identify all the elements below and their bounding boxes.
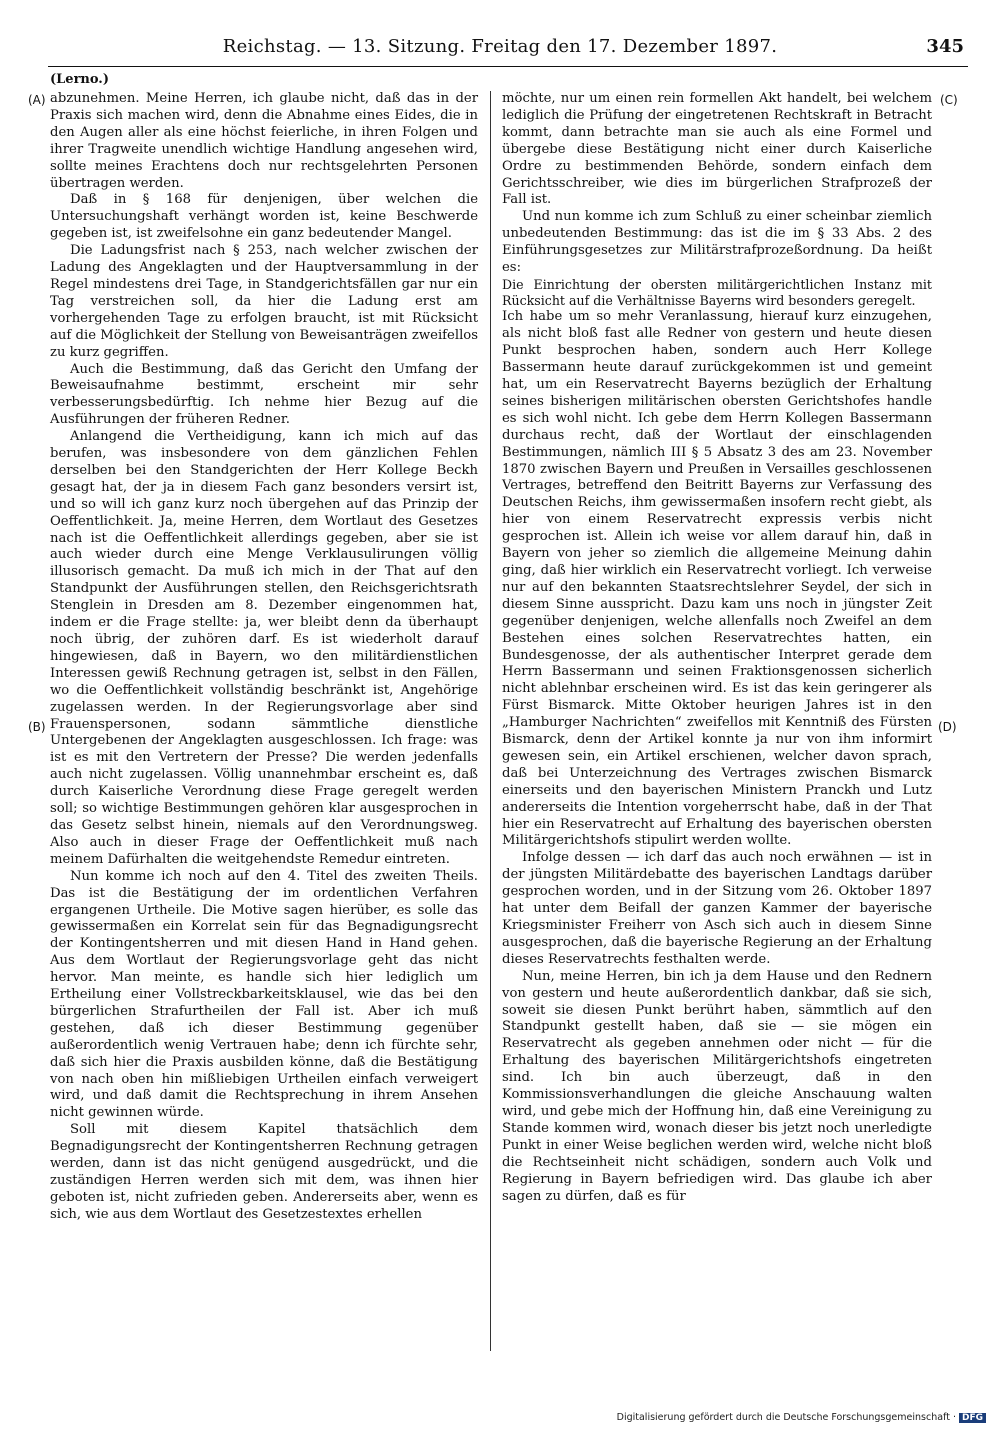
paragraph: Daß in § 168 für denjenigen, über welchen die Untersuchungshaft verhängt worden ist, keine Beschwerde gegeben ist, ist zweifelsohne ein ganz bedeutender Mangel. (50, 192, 478, 242)
paragraph: Und nun komme ich zum Schluß zu einer scheinbar ziemlich unbedeutenden Bestimmung: das ist die im § 33 Abs. 2 des Einführungsgesetzes zur Militärstrafprozeßordnung. Da heißt es: (502, 209, 932, 276)
speaker-name: (Lerno.) (50, 72, 109, 87)
block-quote: Die Einrichtung der obersten militärgerichtlichen Instanz mit Rücksicht auf die Verhältnisse Bayerns wird besonders geregelt. (502, 276, 932, 309)
margin-letter-d: (D) (938, 720, 957, 734)
paragraph: abzunehmen. Meine Herren, ich glaube nicht, daß das in der Praxis sich machen wird, denn die Abnahme eines Eides, die in den Augen aller als eine höchst feierliche, in ihren Folgen und ihrer Tragweite unendlich wichtige Handlung angesehen wird, sollte meines Erachtens doch nur rechtsgelehrten Personen übertragen werden. (50, 91, 478, 191)
paragraph: Auch die Bestimmung, daß das Gericht den Umfang der Beweisaufnahme bestimmt, erscheint mir sehr verbesserungsbedürftig. Ich nehme hier Bezug auf die Ausführungen der früheren Redner. (50, 361, 478, 428)
left-column (50, 91, 478, 1361)
margin-letter-a: (A) (28, 93, 46, 107)
column-divider (490, 91, 491, 1351)
credit-text: Digitalisierung gefördert durch die Deutsche Forschungsgemeinschaft · (616, 1412, 956, 1423)
page-header (0, 36, 1000, 66)
margin-letter-c: (C) (940, 93, 958, 107)
header-title: Reichstag. — 13. Sitzung. Freitag den 17. Dezember 1897. (222, 36, 778, 57)
right-column (502, 91, 932, 1361)
dfg-logo: DFG (959, 1413, 986, 1423)
paragraph: möchte, nur um einen rein formellen Akt handelt, bei welchem lediglich die Prüfung der eingetretenen Rechtskraft in Betracht kommt, dann betrachte man sie auch als eine Formel und übergebe diese Bestätigung nicht einer durch Kaiserliche Ordre zu bestimmenden Behörde, sondern einfach dem Gerichtsschreiber, wie dies im bürgerlichen Strafprozeß der Fall ist. (502, 91, 932, 208)
paragraph: Ich habe um so mehr Veranlassung, hierauf kurz einzugehen, als nicht bloß fast alle Redner von gestern und heute diesen Punkt besprochen haben, sondern auch Herr Kollege Bassermann heute darauf zurückgekommen ist und gemeint hat, um ein Reservatrecht Bayerns bezüglich der Erhaltung seines bisherigen militärischen obersten Gerichtshofes handle es sich wohl nicht. Ich gebe dem Herrn Kollegen Bassermann durchaus recht, daß der Wortlaut der einschlagenden Bestimmungen, nämlich III § 5 Absatz 3 des am 23. November 1870 zwischen Bayern und Preußen in Versailles geschlossenen Vertrages, betreffend den Beitritt Bayerns zur Verfassung des Deutschen Reichs, ihm gewissermaßen insofern recht giebt, als hier von einem Reservatrecht expressis verbis nicht gesprochen ist. Allein ich weise vor allem darauf hin, daß in Bayern von jeher so ziemlich die allgemeine Meinung dahin ging, daß hier wirklich ein Reservatrecht vorliegt. Ich verweise nur auf den bekannten Staatsrechtslehrer Seydel, der sich in diesem Sinne ausspricht. Dazu kam uns noch in jüngster Zeit gegenüber denjenigen, welche allenfalls noch Zweifel an dem Bestehen eines solchen Reservatrechtes hatten, ein Bundesgenosse, der als authentischer Interpret gerade dem Herrn Bassermann und seinen Fraktionsgenossen sicherlich nicht ablehnbar erscheinen wird. Es ist das kein geringerer als Fürst Bismarck. Mitte Oktober heurigen Jahres ist in den „Hamburger Nachrichten“ zweifellos mit Kenntniß des Fürsten Bismarck, denn der Artikel konnte ja nur von ihm informirt gewesen sein, ein Artikel erschienen, welcher davon sprach, daß bei Unterzeichnung des Vertrages zwischen Bismarck einerseits und den bayerischen Ministern Pranckh und Lutz andererseits die Intention vorgeherrscht habe, daß in der That hier ein Reservatrecht auf Erhaltung des bayerischen obersten Militärgerichtshofs stipulirt werden wollte. (502, 309, 932, 849)
paragraph: Nun, meine Herren, bin ich ja dem Hause und den Rednern von gestern und heute außerordentlich dankbar, daß sie sich, soweit sie diesen Punkt berührt haben, sämmtlich auf den Standpunkt gestellt haben, daß sie — sie mögen ein Reservatrecht als gegeben annehmen oder nicht — für die Erhaltung des bayerischen Militärgerichtshofs eingetreten sind. Ich bin auch überzeugt, daß in den Kommissionsverhandlungen die gleiche Anschauung walten wird, und gebe mich der Hoffnung hin, daß eine Vereinigung zu Stande kommen wird, wonach dieser bis jetzt noch unerledigte Punkt in einer Weise beglichen werden wird, welche nicht bloß die Rechtseinheit nicht schädigen, sondern auch Volk und Regierung in Bayern befriedigen wird. Das glaube ich aber sagen zu dürfen, daß es für (502, 968, 932, 1204)
header-rule (48, 66, 968, 67)
paragraph: Die Ladungsfrist nach § 253, nach welcher zwischen der Ladung des Angeklagten und der Hauptversammlung in der Regel mindestens drei Tage, in Standgerichtsfällen gar nur ein Tag verstreichen soll, da hier die Ladung erst am vorhergehenden Tage zu erfolgen braucht, ist mit Rücksicht auf die Möglichkeit der Stellung von Beweisanträgen zweifellos zu kurz gegriffen. (50, 243, 478, 360)
paragraph: Nun komme ich noch auf den 4. Titel des zweiten Theils. Das ist die Bestätigung der im ordentlichen Verfahren ergangenen Urtheile. Die Motive sagen hierüber, es solle das gewissermaßen ein Korrelat sein für das Begnadigungsrecht der Kontingentsherren und mit diesen Hand in Hand gehen. Aus dem Wortlaut der Regierungsvorlage geht das nicht hervor. Man meinte, es handle sich hier lediglich um Ertheilung einer Vollstreckbarkeitsklausel, wie das bei den bürgerlichen Strafurtheilen der Fall ist. Aber ich muß gestehen, daß ich dieser Bestimmung gegenüber außerordentlich wenig Vertrauen habe; denn ich fürchte sehr, daß sich hier die Praxis ausbilden könne, daß die Bestätigung von nach oben hin mißliebigen Urtheilen einfach verweigert wird, und daß damit die Rechtsprechung in ihrem Ansehen nicht gewinnen würde. (50, 868, 478, 1121)
paragraph: Anlangend die Vertheidigung, kann ich mich auf das berufen, was insbesondere von dem gänzlichen Fehlen derselben bei den Standgerichten der Herr Kollege Beckh gesagt hat, der ja in diesem Fach ganz besonders versirt ist, und so will ich ganz kurz noch übergehen auf das Prinzip der Oeffentlichkeit. Ja, meine Herren, dem Wortlaut des Gesetzes nach ist die Oeffentlichkeit allerdings gegeben, aber sie ist auch wieder durch eine Menge Verklausulirungen völlig illusorisch gemacht. Da muß ich mich in der That auf den Standpunkt der Ausführungen stellen, den Reichsgerichtsrath Stenglein in Dresden am 8. Dezember eingenommen hat, indem er die Frage stellte: ja, wer bleibt denn da überhaupt noch übrig, der zuhören darf. Es ist wiederholt darauf hingewiesen, daß in Bayern, wo den militärdienstlichen Interessen gewiß Rechnung getragen ist, selbst in den Fällen, wo die Oeffentlichkeit vollständig beschränkt ist, Angehörige zugelassen werden. In der Regierungsvorlage aber sind Frauenspersonen, sodann sämmtliche dienstliche Untergebenen der Angeklagten ausgeschlossen. Ich frage: was ist es mit den Vertretern der Presse? Die werden jedenfalls auch nicht zugelassen. Völlig unannehmbar erscheint es, daß durch Kaiserliche Verordnung diese Frage geregelt werden soll; so wichtige Bestimmungen gehören klar ausgesprochen in das Gesetz selbst hinein, niemals auf den Verordnungsweg. Also auch in dieser Frage der Oeffentlichkeit muß nach meinem Dafürhalten die weitgehendste Remedur eintreten. (50, 429, 478, 867)
paragraph: Soll mit diesem Kapitel thatsächlich dem Begnadigungsrecht der Kontingentsherren Rechnung getragen werden, dann ist das nicht genügend ausgedrückt, und die zuständigen Herren werden sich mit dem, was ihnen hier geboten ist, nicht zufrieden geben. Andererseits aber, wenn es sich, wie aus dem Wortlaut des Gesetzestextes erhellen (50, 1122, 478, 1222)
digitization-credit (617, 1412, 986, 1423)
margin-letter-b: (B) (28, 720, 46, 734)
paragraph: Infolge dessen — ich darf das auch noch erwähnen — ist in der jüngsten Militärdebatte des bayerischen Landtags darüber gesprochen worden, und in der Sitzung vom 26. Oktober 1897 hat unter dem Beifall der ganzen Kammer der bayerische Kriegsminister Freiherr von Asch sich auch in diesem Sinne ausgesprochen, daß die bayerische Regierung an der Erhaltung dieses Reservatrechts festhalten werde. (502, 850, 932, 967)
page-number: 345 (926, 36, 964, 57)
